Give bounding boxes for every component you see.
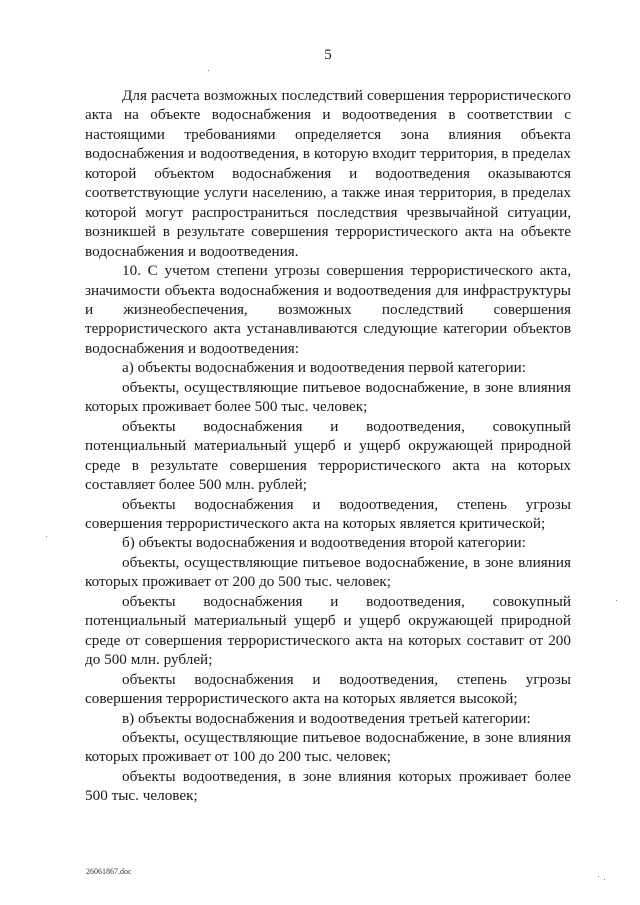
scan-speck: [604, 879, 605, 880]
footer-filename: 26061867.doc: [86, 867, 132, 876]
scan-speck: [46, 536, 47, 537]
category-c-item-2: объекты водоотведения, в зоне влияния которых проживает более 500 тыс. человек;: [85, 767, 571, 805]
category-c-item-1: объекты, осуществляющие питьевое водоснабжение, в зоне влияния которых проживает от 100 до 200 тыс. человек;: [85, 728, 571, 766]
page-number: 5: [324, 47, 332, 63]
scan-speck: [598, 876, 599, 877]
paragraph-impact-zone: Для расчета возможных последствий совершения террористического акта на объекте водоснабжения и водоотведения в соответствии с настоящими требованиями определяется зона влияния объекта водоснабжения и водоотведения, в которую входит территория, в пределах которой объектом водоснабжения и водоотведения оказываются соответствующие услуги населению, а также иная территория, в пределах которой могут распространиться последствия чрезвычайной ситуации, возникшей в результате совершения террористического акта на объекте водоснабжения и водоотведения.: [85, 87, 571, 260]
category-a-item-1: объекты, осуществляющие питьевое водоснабжение, в зоне влияния которых проживает более 500 тыс. человек;: [85, 378, 571, 416]
category-a-item-3: объекты водоснабжения и водоотведения, степень угрозы совершения террористического акта на которых является критической;: [85, 495, 571, 532]
category-b-item-3: объекты водоснабжения и водоотведения, степень угрозы совершения террористического акта на которых является высокой;: [85, 670, 571, 708]
paragraph-categories-intro: 10. С учетом степени угрозы совершения террористического акта, значимости объекта водоснабжения и водоотведения для инфраструктуры и жизнеобеспечения, возможных последствий совершения террористического акта устанавливаются следующие категории объектов водоснабжения и водоотведения:: [85, 262, 571, 357]
category-a-item-2: объекты водоснабжения и водоотведения, совокупный потенциальный материальный ущерб и ущерб окружающей природной среде в результате совершения террористического акта на которых составляет более 500 млн. рублей;: [85, 417, 571, 494]
category-b-heading: б) объекты водоснабжения и водоотведения второй категории:: [122, 534, 526, 552]
category-c-heading: в) объекты водоснабжения и водоотведения третьей категории:: [122, 709, 531, 727]
category-b-item-2: объекты водоснабжения и водоотведения, совокупный потенциальный материальный ущерб и ущерб окружающей природной среде от совершения террористического акта на которых составит от 200 до 500 млн. рублей;: [85, 592, 571, 669]
scan-speck: [208, 70, 209, 71]
category-b-item-1: объекты, осуществляющие питьевое водоснабжение, в зоне влияния которых проживает от 200 до 500 тыс. человек;: [85, 553, 571, 591]
document-body: [85, 86, 571, 806]
category-a-heading: а) объекты водоснабжения и водоотведения первой категории:: [122, 359, 526, 377]
scan-speck: [616, 600, 617, 601]
